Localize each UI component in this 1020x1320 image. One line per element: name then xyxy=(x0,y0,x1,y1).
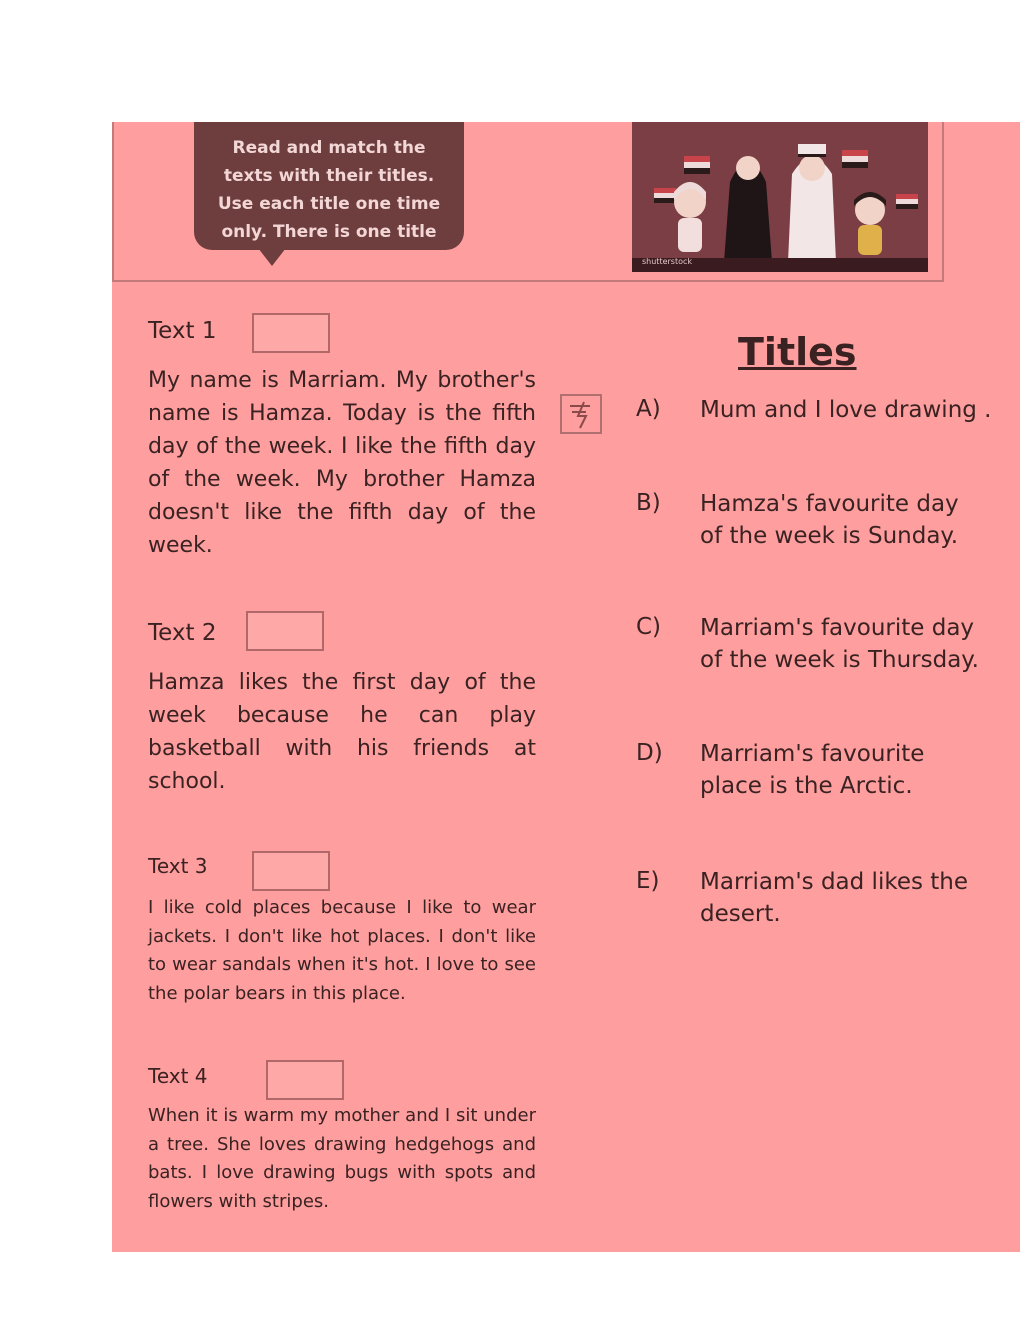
text-4-answer-box[interactable] xyxy=(266,1060,344,1100)
title-a-text: Mum and I love drawing . xyxy=(700,397,992,423)
paste-icon xyxy=(560,394,602,434)
title-e-text: Marriam's dad likes the desert. xyxy=(700,869,969,927)
text-1-answer-box[interactable] xyxy=(252,313,330,353)
text-3-label: Text 3 xyxy=(148,854,208,878)
image-credit: shutterstock xyxy=(642,257,693,266)
instruction-bubble xyxy=(194,122,464,250)
title-d-letter: D) xyxy=(636,740,663,766)
bubble-tail xyxy=(258,248,286,266)
title-b-letter: B) xyxy=(636,490,661,516)
instruction-line: only. There is one title xyxy=(221,222,437,242)
text-4-body: When it is warm my mother and I sit under a tree. She loves drawing hedgehogs and bats. I love drawing bugs with spots and flowers with stripes. xyxy=(148,1105,536,1212)
text-4-label: Text 4 xyxy=(148,1064,208,1088)
text-3-body: I like cold places because I like to wear jackets. I don't like hot places. I don't like to wear sandals when it's hot. I love to see the polar bears in this place. xyxy=(148,897,536,1004)
titles-heading: Titles xyxy=(738,330,857,374)
title-e-letter: E) xyxy=(636,868,660,894)
family-flags-image xyxy=(632,122,928,272)
title-c-text: Marriam's favourite day of the week is Thursday. xyxy=(700,615,979,673)
text-2-body: Hamza likes the first day of the week because he can play basketball with his friends at school. xyxy=(148,670,536,794)
text-1-body: My name is Marriam. My brother's name is Hamza. Today is the fifth day of the week. I like the fifth day of the week. My brother Hamza doesn't like the fifth day of the week. xyxy=(148,368,536,558)
text-1-label: Text 1 xyxy=(148,318,217,344)
title-c-letter: C) xyxy=(636,614,662,640)
title-b-text: Hamza's favourite day of the week is Sunday. xyxy=(700,491,959,549)
family-illustration xyxy=(632,122,928,272)
instruction-line: texts with their titles. xyxy=(223,166,435,186)
text-2-answer-box[interactable] xyxy=(246,611,324,651)
text-2-label: Text 2 xyxy=(148,620,217,646)
instruction-line: Use each title one time xyxy=(217,194,441,214)
instruction-line: Read and match the xyxy=(232,138,426,158)
title-a-letter: A) xyxy=(636,396,661,422)
text-3-answer-box[interactable] xyxy=(252,851,330,891)
title-d-text: Marriam's favourite place is the Arctic. xyxy=(700,741,925,799)
